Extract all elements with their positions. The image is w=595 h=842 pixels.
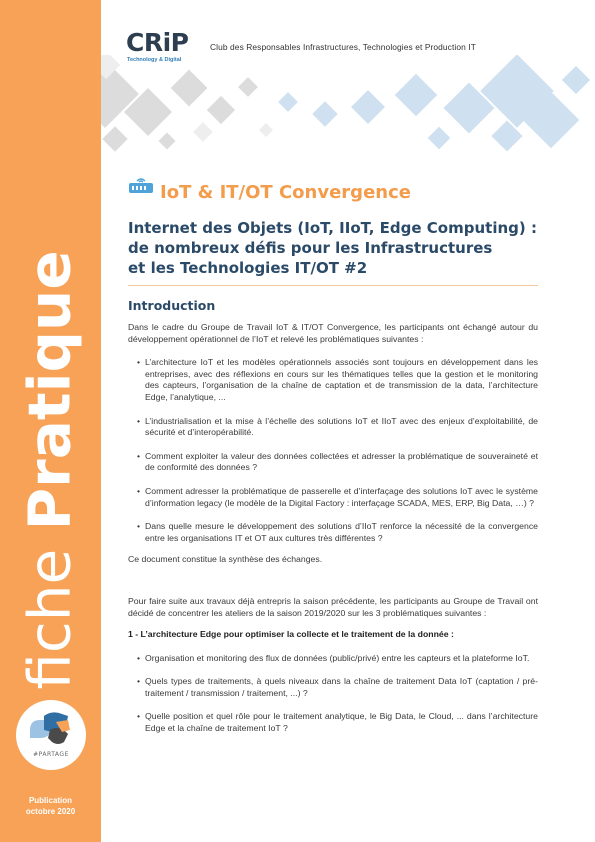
publication-date: octobre 2020 bbox=[25, 807, 76, 816]
intro-paragraph: Dans le cadre du Groupe de Travail IoT & IT/OT Convergence, les participants ont échangé autour du développement opérationnel de l’IoT et relevé les problématiques suivantes : bbox=[128, 322, 538, 344]
badge-label: #PARTAGE bbox=[33, 751, 69, 758]
page-title-line: de nombreux défis pour les Infrastructures bbox=[128, 239, 493, 257]
partage-badge bbox=[16, 700, 86, 770]
synthesis-paragraph: Ce document constitue la synthèse des échanges. bbox=[128, 554, 323, 565]
crip-logo bbox=[126, 28, 206, 66]
list-item: • Quelle position et quel rôle pour le traitement analytique, le Big Data, le Cloud, ... dans l’architecture Edge et la chaîne de traitement IoT ? bbox=[128, 711, 538, 734]
title-light: fiche bbox=[15, 530, 84, 690]
page-title-line: Internet des Objets (IoT, IIoT, Edge Computing) : bbox=[128, 219, 537, 237]
list-item: • Comment exploiter la valeur des données collectées et adresser la problématique de souveraineté et de conformité des données ? bbox=[128, 451, 538, 474]
follow-up-paragraph: Pour faire suite aux travaux déjà entrepris la saison précédente, les participants au Groupe de Travail ont décidé de concentrer les ateliers de la saison 2019/2020 sur les 3 problématiques suivantes : bbox=[128, 595, 538, 618]
club-name: Club des Responsables Infrastructures, Technologies et Production IT bbox=[210, 42, 476, 52]
page-title bbox=[128, 218, 558, 278]
intro-bullet-list bbox=[128, 357, 538, 544]
list-item: • L’architecture IoT et les modèles opérationnels associés sont toujours en développement dans les entreprises, avec des réflexions en cours sur les thématiques telles que la gestion et le monitoring des capteurs, l’organisation de la chaîne de captation et de transmission de la data, l’architecture Edge, l’analytique, ... bbox=[128, 357, 538, 403]
publication-label: Publication bbox=[28, 796, 73, 805]
fiche-pratique-title bbox=[15, 250, 84, 690]
logo-tagline: Technology & Digital bbox=[127, 57, 182, 63]
body-text bbox=[128, 322, 538, 735]
list-item: • Comment adresser la problématique de passerelle et d’interfaçage des solutions IoT avec le système d’information legacy (le modèle de la Digital Factory : interfaçage SCADA, MES, ERP, Big Data, …) ? bbox=[128, 486, 538, 509]
iot-device-icon bbox=[128, 176, 154, 194]
partage-logo-icon bbox=[16, 700, 86, 770]
decorative-diamond-pattern bbox=[101, 55, 595, 165]
list-item: • Dans quelle mesure le développement des solutions d’IIoT renforce la nécessité de la convergence entre les organisations IT et OT aux cultures très différentes ? bbox=[128, 521, 538, 544]
numbered-heading: 1 - L’architecture Edge pour optimiser la collecte et le traitement de la donnée : bbox=[128, 629, 454, 640]
section-title: Introduction bbox=[128, 298, 216, 313]
title-bold: Pratique bbox=[15, 250, 84, 531]
divider bbox=[128, 285, 538, 286]
list-item: • Quels types de traitements, à quels niveaux dans la chaîne de traitement Data IoT (captation / pré-traitement / transmission / traitement, ...) ? bbox=[128, 676, 538, 699]
page-title-line: et les Technologies IT/OT #2 bbox=[128, 259, 368, 277]
list-item: • L’industrialisation et la mise à l’échelle des solutions IoT et IIoT avec des enjeux d’exploitabilité, de sécurité et d’interopérabilité. bbox=[128, 416, 538, 439]
list-item: • Organisation et monitoring des flux de données (public/privé) entre les capteurs et la plateforme IoT. bbox=[128, 653, 538, 665]
sidebar-band bbox=[0, 0, 101, 842]
logo-word: CRiP bbox=[126, 28, 189, 57]
item1-bullet-list bbox=[128, 653, 538, 735]
category-title: IoT & IT/OT Convergence bbox=[160, 182, 411, 203]
